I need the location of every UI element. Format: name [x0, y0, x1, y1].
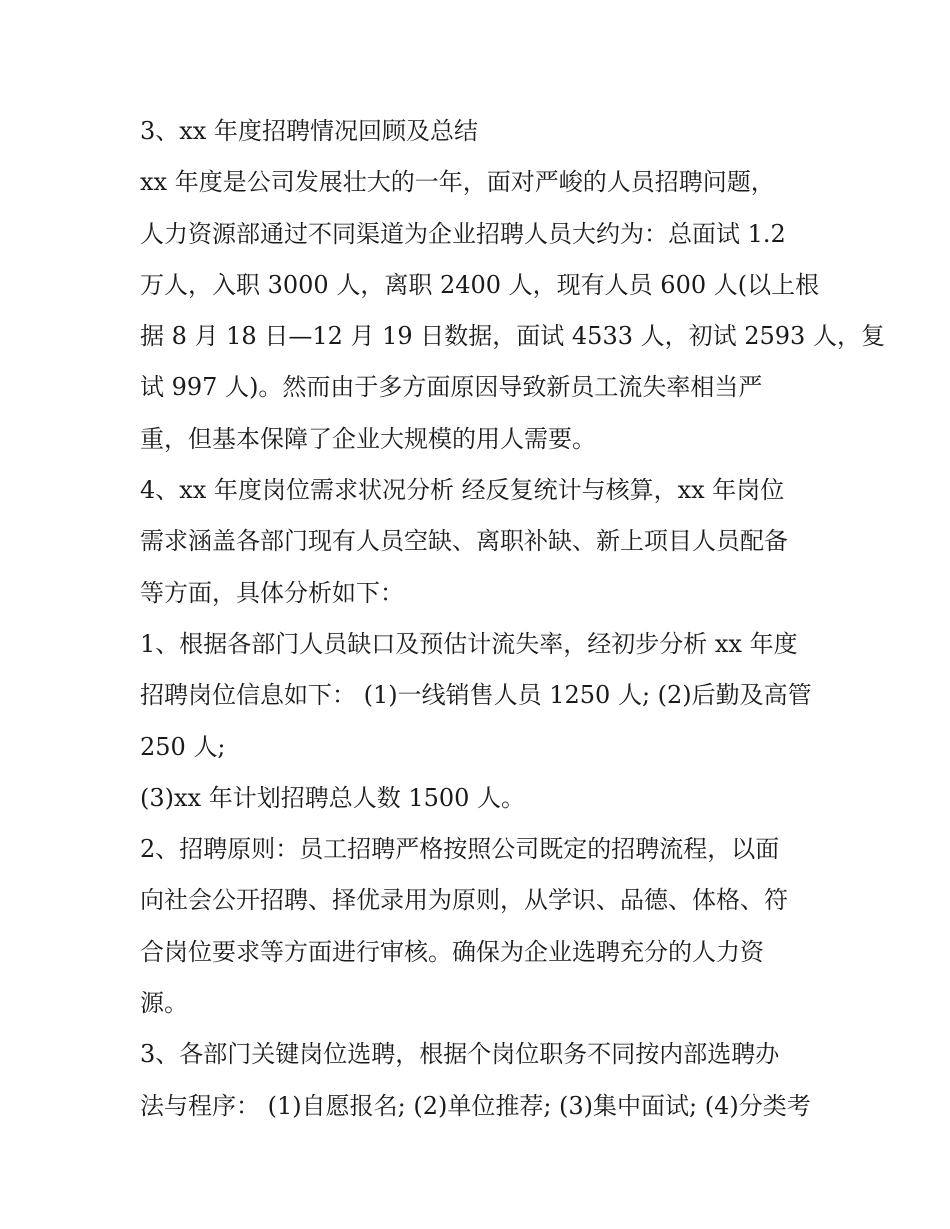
- paragraph-line: 试 997 人)。然而由于多方面原因导致新员工流失率相当严: [140, 373, 763, 402]
- list-item-line: 招聘岗位信息如下： (1)一线销售人员 1250 人; (2)后勤及高管: [140, 681, 812, 710]
- paragraph-line: 人力资源部通过不同渠道为企业招聘人员大约为：总面试 1.2: [140, 219, 786, 248]
- list-item-line: (3)xx 年计划招聘总人数 1500 人。: [140, 783, 526, 812]
- paragraph-line: 等方面，具体分析如下：: [140, 578, 404, 607]
- list-item-line: 向社会公开招聘、择优录用为原则，从学识、品德、体格、符: [140, 886, 788, 915]
- paragraph-line: 重，但基本保障了企业大规模的用人需要。: [140, 424, 596, 453]
- section-heading: 4、xx 年度岗位需求状况分析 经反复统计与核算，xx 年岗位: [140, 476, 785, 505]
- document-body: [140, 106, 885, 1132]
- list-item-line: 合岗位要求等方面进行审核。确保为企业选聘充分的人力资: [140, 937, 764, 966]
- paragraph-line: 据 8 月 18 日—12 月 19 日数据，面试 4533 人，初试 2593 人，复: [140, 322, 885, 351]
- paragraph-line: xx 年度是公司发展壮大的一年，面对严峻的人员招聘问题，: [140, 168, 775, 197]
- list-item-line: 1、根据各部门人员缺口及预估计流失率，经初步分析 xx 年度: [140, 629, 798, 658]
- paragraph-line: 需求涵盖各部门现有人员空缺、离职补缺、新上项目人员配备: [140, 527, 788, 556]
- list-item-line: 2、招聘原则：员工招聘严格按照公司既定的招聘流程，以面: [140, 835, 780, 864]
- list-item-line: 源。: [140, 989, 188, 1018]
- list-item-line: 法与程序： (1)自愿报名; (2)单位推荐; (3)集中面试; (4)分类考: [140, 1091, 811, 1120]
- list-item-line: 250 人;: [140, 732, 226, 761]
- paragraph-line: 万人，入职 3000 人，离职 2400 人，现有人员 600 人(以上根: [140, 270, 820, 299]
- list-item-line: 3、各部门关键岗位选聘，根据个岗位职务不同按内部选聘办: [140, 1040, 780, 1069]
- section-heading: 3、xx 年度招聘情况回顾及总结: [140, 117, 478, 145]
